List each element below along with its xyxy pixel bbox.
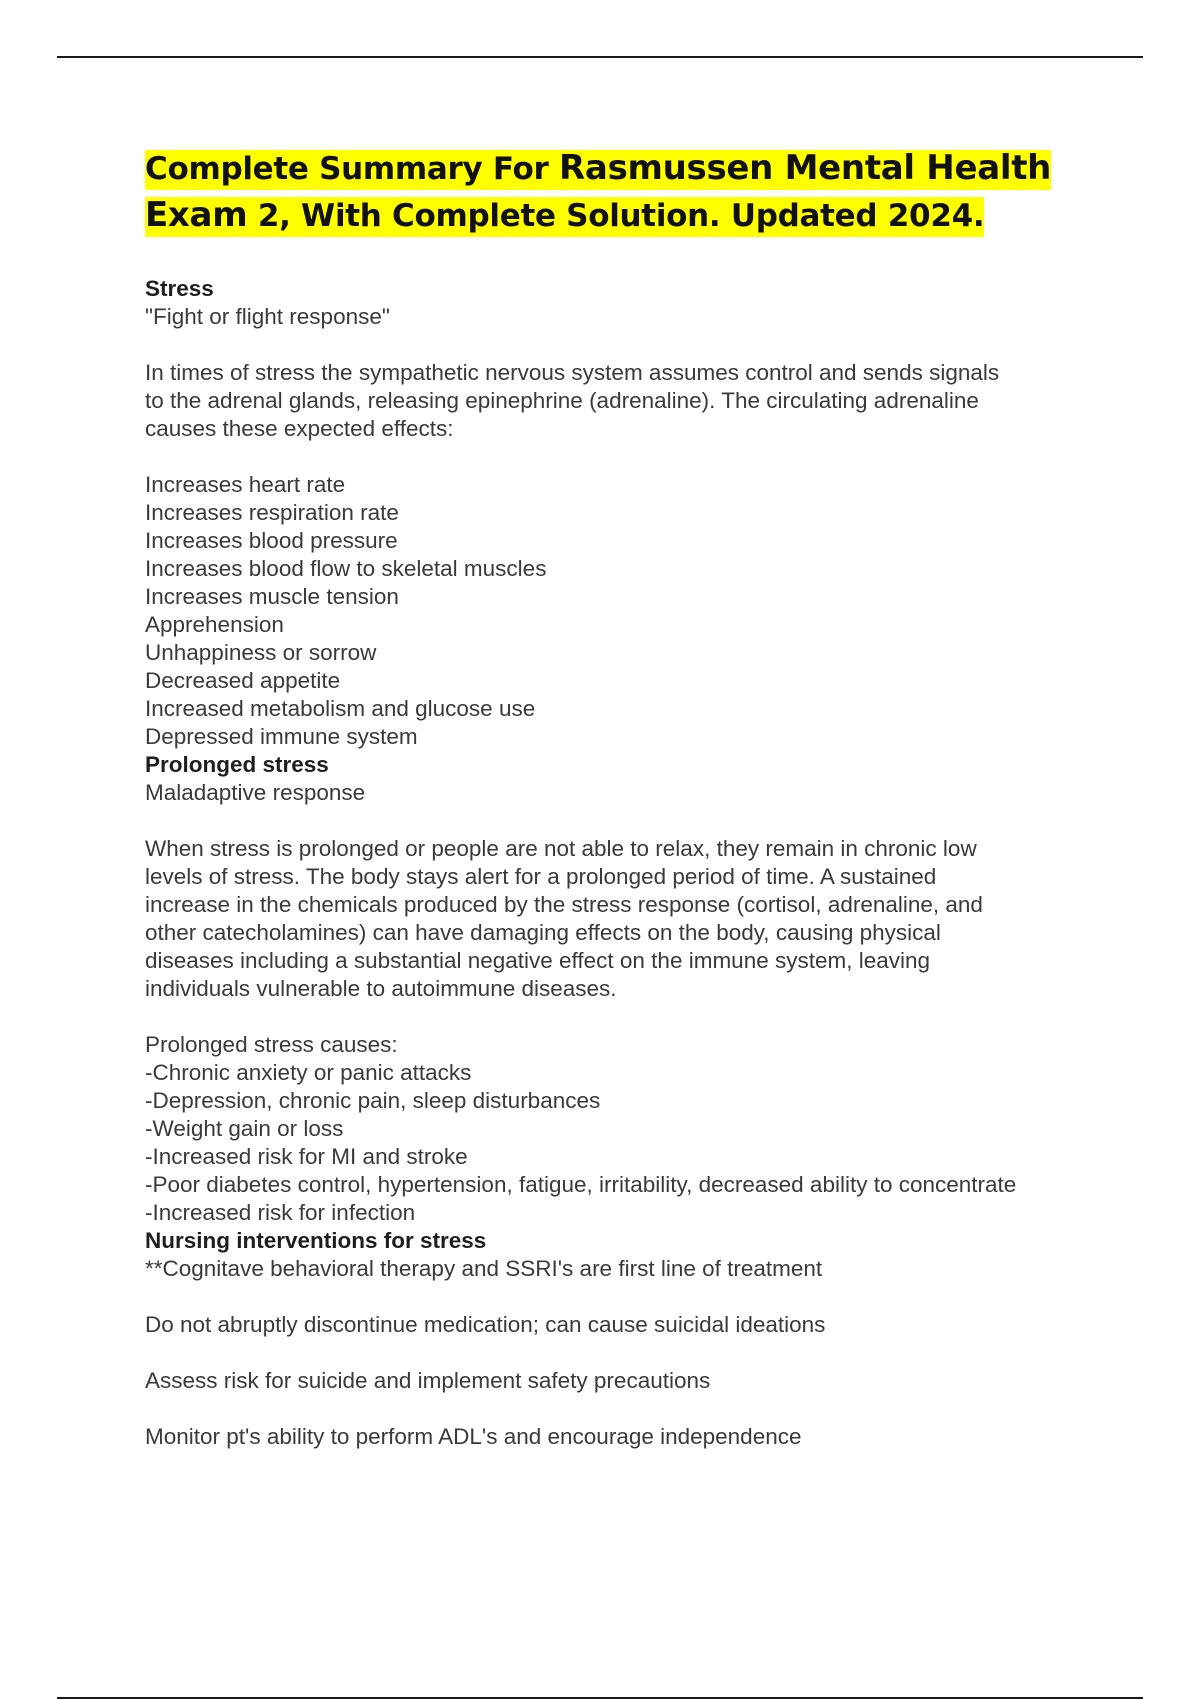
list-item: -Poor diabetes control, hypertension, fatigue, irritability, decreased ability to concentrate	[145, 1172, 1017, 1197]
document-title	[145, 145, 1145, 239]
paragraph-line: In times of stress the sympathetic nervous system assumes control and sends signals	[145, 360, 1000, 385]
title-part-2: Rasmussen Mental Health Exam	[145, 148, 1052, 235]
stress-paragraph	[145, 359, 1145, 443]
stress-heading: Stress	[145, 276, 214, 301]
prolonged-heading: Prolonged stress	[145, 752, 329, 777]
nursing-heading: Nursing interventions for stress	[145, 1228, 487, 1253]
title-part-3: 2, With Complete Solution. Updated 2024.	[247, 198, 985, 234]
prolonged-subtitle: Maladaptive response	[145, 780, 366, 805]
paragraph-line: to the adrenal glands, releasing epinephrine (adrenaline). The circulating adrenaline	[145, 388, 979, 413]
list-item: Increases blood flow to skeletal muscles	[145, 556, 547, 581]
list-item: Apprehension	[145, 612, 284, 637]
list-item: Increases muscle tension	[145, 584, 399, 609]
causes-list	[145, 1059, 1145, 1227]
title-highlight	[145, 150, 1051, 237]
prolonged-paragraph	[145, 835, 1145, 1003]
list-item: -Weight gain or loss	[145, 1116, 344, 1141]
title-part-1: Complete Summary For	[145, 151, 560, 187]
list-item: -Increased risk for MI and stroke	[145, 1144, 468, 1169]
paragraph-line: causes these expected effects:	[145, 416, 454, 441]
list-item: Increases heart rate	[145, 472, 346, 497]
list-item: Increased metabolism and glucose use	[145, 696, 536, 721]
list-item: -Chronic anxiety or panic attacks	[145, 1060, 472, 1085]
paragraph-line: diseases including a substantial negative effect on the immune system, leaving	[145, 948, 931, 973]
nursing-item: Monitor pt's ability to perform ADL's and encourage independence	[145, 1424, 802, 1449]
bottom-rule	[57, 1697, 1143, 1699]
top-rule	[57, 56, 1143, 58]
nursing-item: Assess risk for suicide and implement safety precautions	[145, 1368, 711, 1393]
nursing-item: **Cognitave behavioral therapy and SSRI's are first line of treatment	[145, 1256, 823, 1281]
effects-list	[145, 471, 1145, 751]
causes-intro: Prolonged stress causes:	[145, 1032, 398, 1057]
list-item: Decreased appetite	[145, 668, 341, 693]
document-body	[145, 145, 1145, 1451]
paragraph-line: levels of stress. The body stays alert for a prolonged period of time. A sustained	[145, 864, 937, 889]
paragraph-line: increase in the chemicals produced by the stress response (cortisol, adrenaline, and	[145, 892, 983, 917]
list-item: Depressed immune system	[145, 724, 418, 749]
list-item: Unhappiness or sorrow	[145, 640, 377, 665]
stress-subtitle: "Fight or flight response"	[145, 304, 390, 329]
list-item: -Increased risk for infection	[145, 1200, 416, 1225]
list-item: -Depression, chronic pain, sleep disturbances	[145, 1088, 601, 1113]
paragraph-line: other catecholamines) can have damaging effects on the body, causing physical	[145, 920, 941, 945]
list-item: Increases blood pressure	[145, 528, 398, 553]
list-item: Increases respiration rate	[145, 500, 399, 525]
nursing-item: Do not abruptly discontinue medication; can cause suicidal ideations	[145, 1312, 826, 1337]
paragraph-line: When stress is prolonged or people are not able to relax, they remain in chronic low	[145, 836, 977, 861]
paragraph-line: individuals vulnerable to autoimmune diseases.	[145, 976, 617, 1001]
